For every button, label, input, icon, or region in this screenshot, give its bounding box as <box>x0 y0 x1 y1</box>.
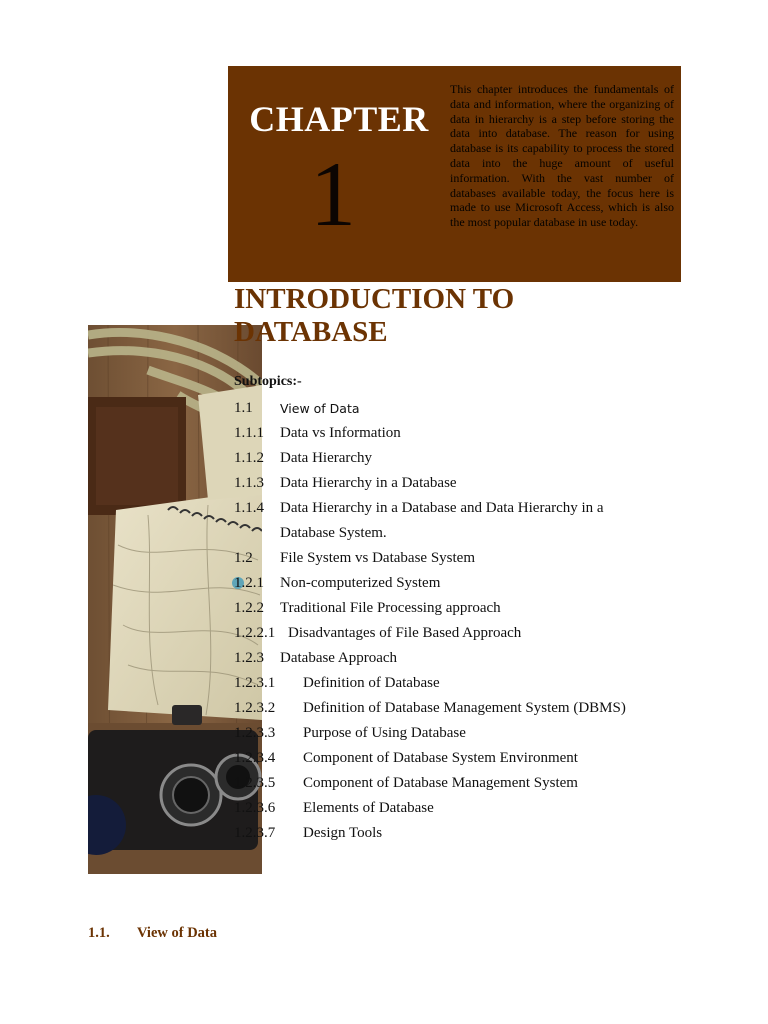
chapter-title <box>234 283 694 349</box>
list-item-label: Database System. <box>280 525 387 541</box>
list-item-number: 1.1.1 <box>234 425 264 441</box>
chapter-label: CHAPTER <box>249 99 429 139</box>
chapter-intro-text: This chapter introduces the fundamentals of data and information, where the organizing of data in hierarchy is a step before storing the data into database. The reason for using database is its capability to process the stored data into the huge amount of useful information. With the vast number of databases available today, the focus here is made to use Microsoft Access, which is also the most popular database in use today. <box>450 82 674 230</box>
list-item-number: 1.2.2 <box>234 600 264 616</box>
list-item-number: 1.2.3.5 <box>234 775 276 791</box>
list-item-number: 1.1 <box>234 400 253 416</box>
list-item-label: Disadvantages of File Based Approach <box>288 625 522 641</box>
list-item-number: 1.2 <box>234 550 253 566</box>
list-item-label: Component of Database System Environment <box>303 750 578 766</box>
chapter-title-line-2: DATABASE <box>234 316 388 348</box>
list-item-label: File System vs Database System <box>280 550 475 566</box>
list-item-number: 1.2.3.4 <box>234 750 276 766</box>
chapter-number: 1 <box>310 143 356 245</box>
list-item-number: 1.2.3 <box>234 650 264 666</box>
list-item-number: 1.2.1 <box>234 575 264 591</box>
list-item-number: 1.2.3.7 <box>234 825 276 841</box>
list-item-label: Definition of Database Management System (DBMS) <box>303 700 626 716</box>
list-item-label: Design Tools <box>303 825 383 841</box>
list-item-label: Data Hierarchy in a Database <box>280 475 457 491</box>
list-item-label: Purpose of Using Database <box>303 725 466 741</box>
list-item-number: 1.2.3.2 <box>234 700 276 716</box>
list-item-label: Definition of Database <box>303 675 440 691</box>
list-item-number: 1.2.2.1 <box>234 625 276 641</box>
section-number: 1.1. <box>88 925 110 941</box>
list-item-label: Traditional File Processing approach <box>280 600 501 616</box>
list-item-label: Data vs Information <box>280 425 401 441</box>
list-item-number: 1.2.3.6 <box>234 800 276 816</box>
section-title: View of Data <box>137 925 217 941</box>
list-item-label: Database Approach <box>280 650 398 666</box>
list-item-label: View of Data <box>280 401 360 416</box>
list-item-number: 1.2.3.1 <box>234 675 276 691</box>
subtopics-heading: Subtopics:- <box>234 374 302 389</box>
list-item-label: Non-computerized System <box>280 575 441 591</box>
list-item-label: Data Hierarchy in a Database and Data Hierarchy in a <box>280 500 604 516</box>
chapter-title-line-1: INTRODUCTION TO <box>234 283 515 315</box>
list-item-number: 1.1.4 <box>234 500 264 516</box>
list-item-label: Elements of Database <box>303 800 434 816</box>
list-item-label: Component of Database Management System <box>303 775 578 791</box>
list-item-number: 1.1.3 <box>234 475 264 491</box>
list-item-label: Data Hierarchy <box>280 450 373 466</box>
list-item-number: 1.1.2 <box>234 450 264 466</box>
chapter-banner <box>228 66 681 282</box>
list-item-number: 1.2.3.3 <box>234 725 276 741</box>
